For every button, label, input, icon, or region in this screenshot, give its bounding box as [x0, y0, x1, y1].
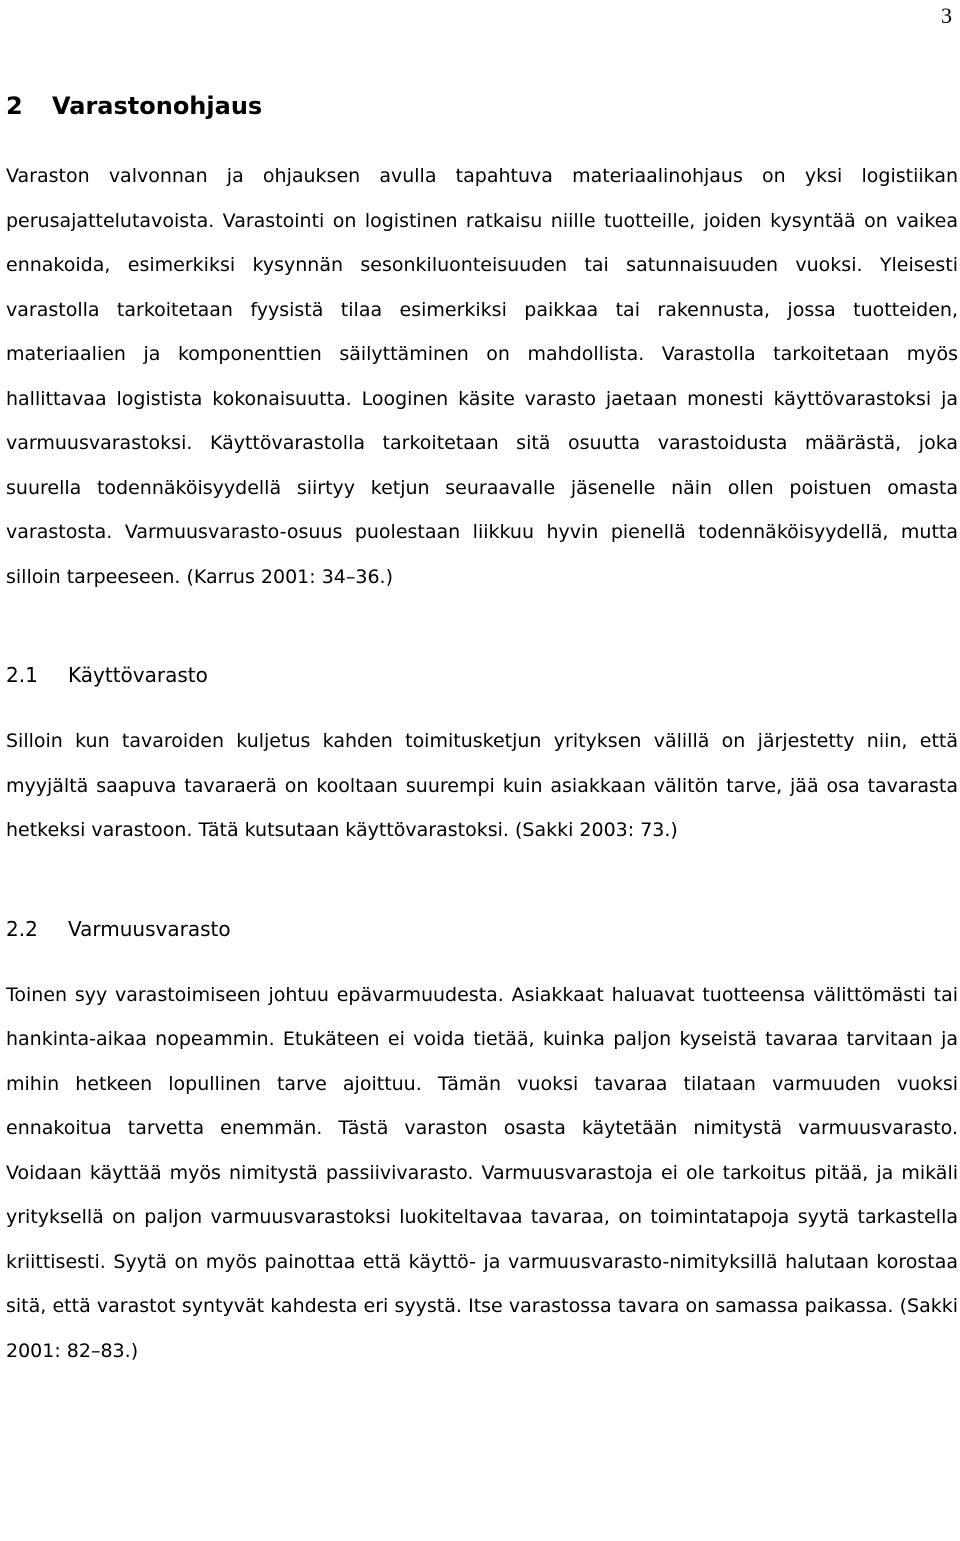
chapter-heading — [6, 86, 958, 126]
chapter-paragraph: Varaston valvonnan ja ohjauksen avulla tapahtuva materiaalinohjaus on yksi logistiikan perusajattelutavoista. Varastointi on logistinen ratkaisu niille tuotteille, joiden kysyntää on vaikea ennakoida, esimerkiksi kysynnän sesonkiluonteisuuden tai satunnaisuuden vuoksi. Yleisesti varastolla tarkoitetaan fyysistä tilaa esimerkiksi paikkaa tai rakennusta, jossa tuotteiden, materiaalien ja komponenttien säilyttäminen on mahdollista. Varastolla tarkoitetaan myös hallittavaa logistista kokonaisuutta. Looginen käsite varasto jaetaan monesti käyttövarastoksi ja varmuusvarastoksi. Käyttövarastolla tarkoitetaan sitä osuutta varastoidusta määrästä, joka suurella todennäköisyydellä siirtyy ketjun seuraavalle jäsenelle näin ollen poistuen omasta varastosta. Varmuusvarasto-osuus puolestaan liikkuu hyvin pienellä todennäköisyydellä, mutta silloin tarpeeseen. (Karrus 2001: 34–36.) — [6, 165, 958, 588]
chapter-number: 2 — [6, 92, 23, 120]
document-body — [6, 86, 958, 1373]
section-number: 2.1 — [6, 663, 38, 687]
section-number: 2.2 — [6, 916, 38, 941]
spacer — [6, 599, 958, 655]
section-title: Käyttövarasto — [68, 663, 208, 687]
section-heading-kayttovarasto — [6, 655, 958, 695]
section-paragraph-varmuusvarasto: Toinen syy varastoimiseen johtuu epävarmuudesta. Asiakkaat haluavat tuotteensa välittömästi tai hankinta-aikaa nopeammin. Etukäteen ei voida tietää, kuinka paljon kyseistä tavaraa tarvitaan ja mihin hetkeen lopullinen tarve ajoittuu. Tämän vuoksi tavaraa tilataan varmuuden vuoksi ennakoitua tarvetta enemmän. Tästä varaston osasta käytetään nimitystä varmuusvarasto. Voidaan käyttää myös nimitystä passiivivarasto. Varmuusvarastoja ei ole tarkoitus pitää, ja mikäli yrityksellä on paljon varmuusvarastoksi luokiteltavaa tavaraa, on toimintatapoja syytä tarkastella kriittisesti. Syytä on myös painottaa että käyttö- ja varmuusvarasto-nimityksillä halutaan korostaa sitä, että varastot syntyvät kahdesta eri syystä. Itse varastossa tavara on samassa paikassa. (Sakki 2001: 82–83.) — [6, 983, 958, 1362]
section-paragraph-kayttovarasto: Silloin kun tavaroiden kuljetus kahden toimitusketjun yrityksen välillä on järjestetty niin, että myyjältä saapuva tavaraerä on kooltaan suurempi kuin asiakkaan välitön tarve, jää osa tavarasta hetkeksi varastoon. Tätä kutsutaan käyttövarastoksi. (Sakki 2003: 73.) — [6, 730, 958, 841]
page-number: 3 — [941, 3, 952, 28]
section-heading-varmuusvarasto — [6, 909, 958, 949]
chapter-title: Varastonohjaus — [52, 92, 263, 120]
spacer — [6, 853, 958, 909]
section-title: Varmuusvarasto — [68, 916, 231, 941]
